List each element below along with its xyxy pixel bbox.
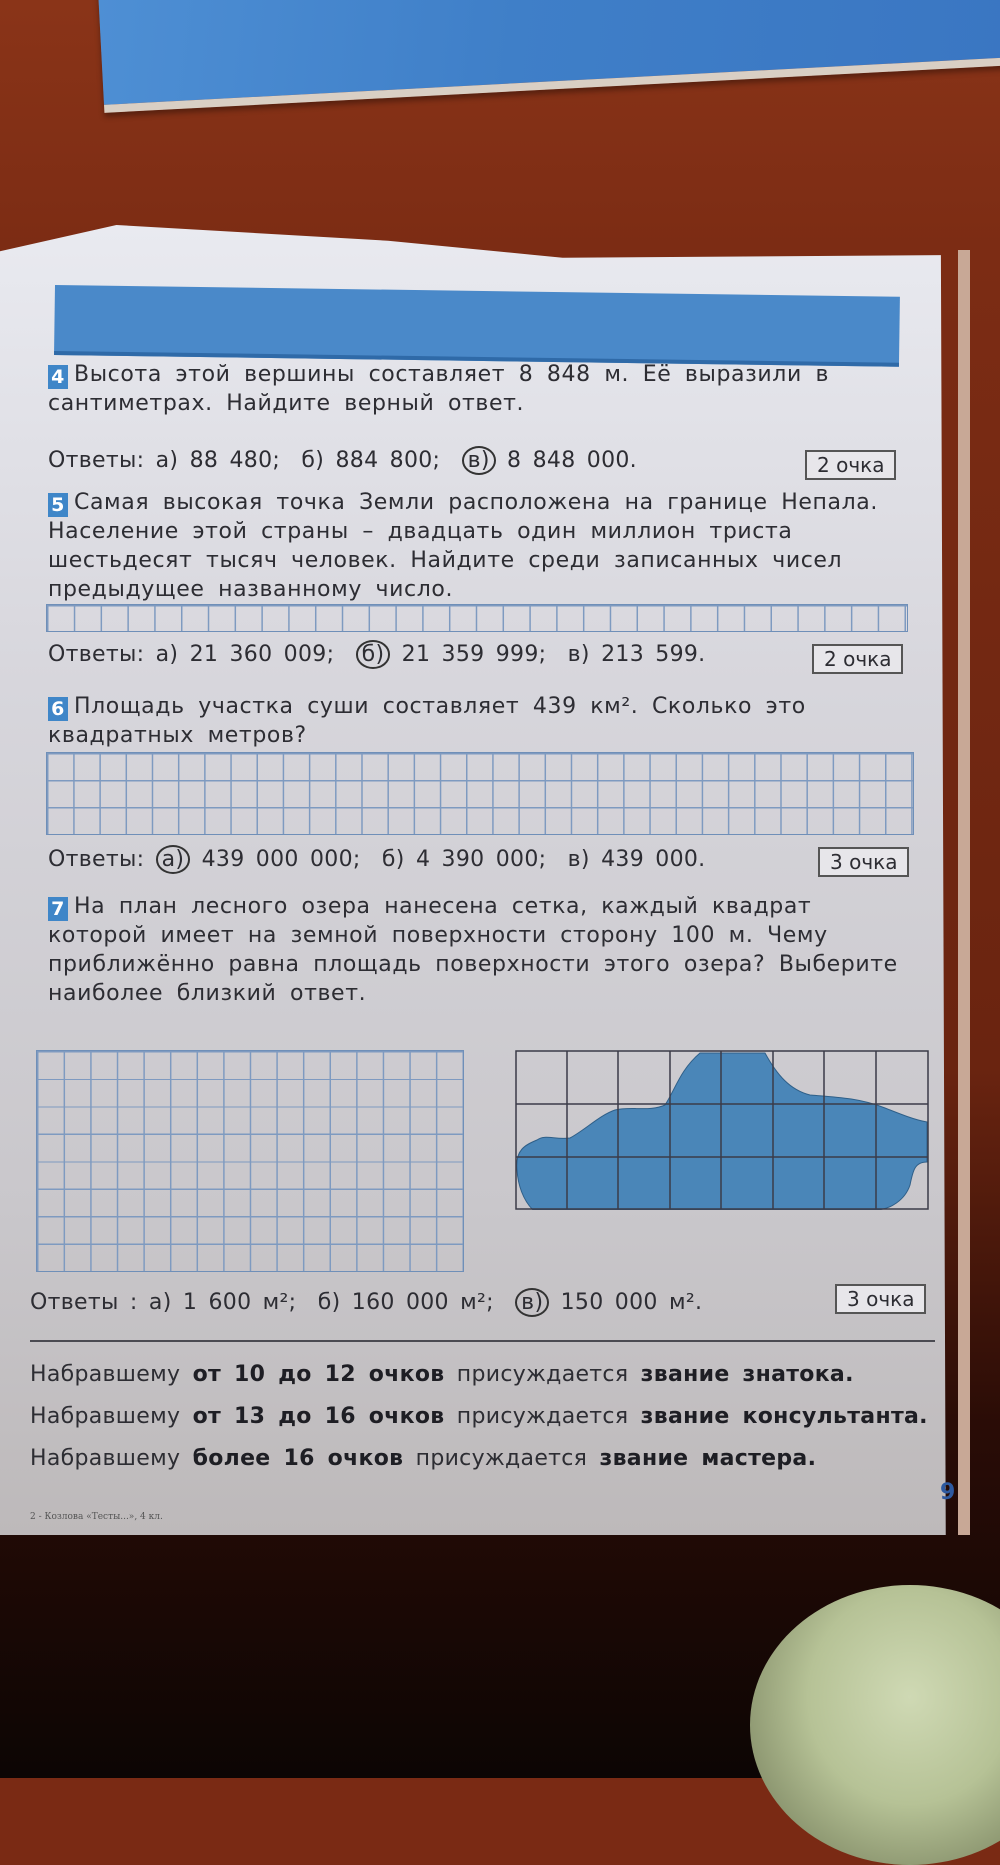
task-7-answers — [30, 1288, 712, 1317]
award-line-3: Набравшему более 16 очков присуждается звание мастера. — [30, 1446, 817, 1471]
task-7-question — [48, 892, 918, 1008]
lake-plan — [515, 1050, 930, 1210]
answer-option-b[interactable]: б) 4 390 000; — [381, 847, 547, 872]
workbook-page — [0, 225, 970, 1535]
task-6-answers — [48, 845, 715, 874]
task-number-badge: 6 — [48, 697, 68, 721]
task-number-badge: 5 — [48, 493, 68, 517]
task-text: Площадь участка суши составляет 439 км². Сколько это квадратных метров? — [48, 694, 806, 748]
work-grid[interactable] — [36, 1050, 464, 1272]
lake-plan-svg — [515, 1050, 930, 1210]
answers-label: Ответы : — [30, 1290, 138, 1315]
award-line-2: Набравшему от 13 до 16 очков присуждается звание консультанта. — [30, 1404, 928, 1429]
answer-option-v-selected[interactable]: в) 8 848 000. — [462, 448, 637, 473]
answer-grid-area[interactable] — [46, 752, 914, 835]
page-edge — [958, 250, 970, 1535]
points-box: 3 очка — [835, 1284, 926, 1314]
answers-label: Ответы: — [48, 642, 145, 667]
answer-grid-strip[interactable] — [46, 604, 908, 632]
task-number-badge: 7 — [48, 897, 68, 921]
page-header-bar — [54, 285, 900, 367]
points-box: 2 очка — [805, 450, 896, 480]
footer-note: 2 - Козлова «Тесты...», 4 кл. — [30, 1512, 163, 1522]
task-text: На план лесного озера нанесена сетка, каждый квадрат которой имеет на земной поверхности сторону 100 м. Чему приближённо равна площадь поверхности этого озера? Выберите наиболее близкий ответ. — [48, 894, 898, 1006]
answers-label: Ответы: — [48, 847, 145, 872]
task-text: Самая высокая точка Земли расположена на границе Непала. Население этой страны – двадцать один миллион триста шестьдесят тысяч человек. Найдите среди записанных чисел предыдущее названному число. — [48, 490, 878, 602]
answer-option-v-selected[interactable]: в) 150 000 м². — [515, 1290, 702, 1315]
answer-option-v[interactable]: в) 213 599. — [567, 642, 706, 667]
answer-option-a[interactable]: а) 1 600 м²; — [148, 1290, 297, 1315]
section-divider — [30, 1340, 935, 1342]
award-line-1: Набравшему от 10 до 12 очков присуждается звание знатока. — [30, 1362, 854, 1387]
answer-option-v[interactable]: в) 439 000. — [567, 847, 706, 872]
task-4-question — [48, 360, 918, 418]
answer-option-a[interactable]: а) 88 480; — [155, 448, 281, 473]
task-6-question — [48, 692, 918, 750]
task-number-badge: 4 — [48, 365, 68, 389]
answers-label: Ответы: — [48, 448, 145, 473]
answer-option-b[interactable]: б) 160 000 м²; — [317, 1290, 494, 1315]
answer-option-b[interactable]: б) 884 800; — [301, 448, 441, 473]
answer-option-a[interactable]: а) 21 360 009; — [155, 642, 335, 667]
points-box: 2 очка — [812, 644, 903, 674]
task-5-answers — [48, 640, 715, 669]
task-5-question — [48, 488, 918, 604]
task-text: Высота этой вершины составляет 8 848 м. Её выразили в сантиметрах. Найдите верный ответ. — [48, 362, 830, 416]
lake-shape — [517, 1053, 927, 1210]
page-number: 9 — [940, 1480, 956, 1505]
task-4-answers — [48, 446, 647, 475]
points-box: 3 очка — [818, 847, 909, 877]
answer-option-b-selected[interactable]: б) 21 359 999; — [356, 642, 547, 667]
answer-option-a-selected[interactable]: а) 439 000 000; — [156, 847, 361, 872]
